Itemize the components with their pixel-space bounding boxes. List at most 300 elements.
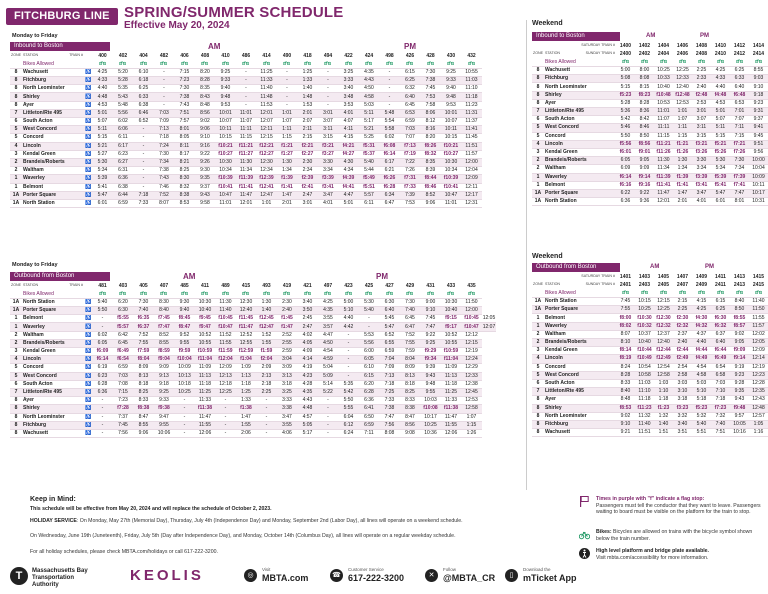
time-cell: f5:57	[113, 323, 134, 331]
time-cell: f9:47	[195, 323, 216, 331]
time-cell: -	[256, 421, 277, 429]
time-cell: 6:40	[711, 339, 730, 347]
time-cell: 7:25	[379, 388, 400, 396]
time-cell: 7:09	[379, 364, 400, 372]
time-cell: f12:49	[654, 355, 673, 363]
time-cell: 12:19	[461, 348, 482, 356]
social-icon: ✕	[425, 569, 438, 582]
time-cell: 11:37	[461, 118, 482, 126]
time-cell: 8:25	[400, 388, 421, 396]
time-cell: 6:36	[359, 397, 380, 405]
time-cell: 7:03	[400, 126, 421, 134]
time-cell: 7:46	[154, 183, 175, 191]
time-cell: 12:09	[749, 347, 768, 355]
time-cell: f1:41	[673, 181, 692, 189]
train-number: 415	[241, 282, 251, 289]
weekend-inbound-am: AM	[646, 33, 656, 39]
zone-cell: 8	[10, 397, 22, 405]
train-number: 481	[98, 282, 107, 289]
time-cell: 8:07	[154, 199, 175, 207]
time-cell: 1:05	[749, 420, 768, 428]
time-cell: 12:06	[195, 429, 216, 437]
table-row	[10, 348, 496, 356]
time-cell: 3:40	[297, 298, 318, 306]
time-cell: f8:59	[154, 348, 175, 356]
time-cell: f9:45	[195, 315, 216, 323]
time-cell: 5:41	[92, 183, 113, 191]
time-cell: -	[215, 405, 236, 413]
time-cell: 11:45	[461, 134, 482, 142]
time-cell: 12:55	[236, 339, 257, 347]
accessibility-icon: ♿	[85, 126, 92, 133]
bike-icon	[256, 290, 277, 298]
time-cell: 11:55	[215, 339, 236, 347]
train-number: 493	[262, 282, 271, 289]
station-name: West Concord	[22, 126, 84, 134]
time-cell: f6:44	[711, 347, 730, 355]
station-name: Fitchburg	[544, 75, 616, 83]
bike-icon	[711, 58, 730, 66]
time-cell: f1:26	[673, 148, 692, 156]
train-number: 490	[282, 52, 292, 59]
time-cell: 11:03	[635, 379, 654, 387]
station-name: Waverley	[22, 175, 84, 183]
time-cell: f8:02	[616, 322, 635, 330]
station-name: Concord	[22, 134, 84, 142]
time-cell: f6:28	[379, 183, 400, 191]
accessibility-icon: ♿	[85, 167, 92, 174]
time-cell: 10:40	[654, 83, 673, 91]
time-cell: 9:21	[616, 429, 635, 437]
time-cell: 12:53	[673, 99, 692, 107]
time-cell: 10:30	[441, 298, 462, 306]
time-cell: -	[338, 339, 359, 347]
time-cell: 9:06	[133, 429, 154, 437]
time-cell: -	[154, 101, 175, 109]
station-name: Waverley	[22, 323, 84, 331]
table-row	[532, 108, 768, 116]
train-number: 1408	[695, 42, 708, 49]
train-number: 400	[98, 52, 107, 59]
time-cell: -	[379, 77, 400, 85]
time-cell: 9:40	[174, 307, 195, 315]
time-cell: f1:21	[673, 140, 692, 148]
time-cell: f5:56	[616, 140, 635, 148]
header-spacer	[84, 282, 92, 290]
time-cell: -	[318, 405, 339, 413]
station-name: Kendal Green	[22, 150, 84, 158]
train-number: 426	[405, 52, 415, 59]
time-cell: 8:08	[379, 429, 400, 437]
station-header-label: STATION	[23, 283, 39, 288]
table-row	[10, 298, 496, 306]
time-cell: 6:42	[113, 331, 134, 339]
time-cell: 9:10	[420, 307, 441, 315]
time-cell: 3:55	[318, 315, 339, 323]
weekday-outbound-direction: Outbound from Boston	[10, 272, 110, 281]
time-cell: 7:45	[616, 298, 635, 306]
train-number: 425	[364, 282, 374, 289]
bike-icon	[441, 290, 462, 298]
time-cell: f7:33	[400, 183, 421, 191]
zone-cell: 1	[532, 314, 544, 322]
zone-cell: 5	[532, 363, 544, 371]
time-cell: -	[92, 429, 113, 437]
table-row	[532, 165, 768, 173]
bike-icon	[673, 58, 692, 66]
time-cell: 5:30	[711, 157, 730, 165]
bike-icon	[277, 60, 298, 68]
bike-icon	[297, 60, 318, 68]
table-row	[532, 189, 768, 197]
time-cell: 6:47	[400, 323, 421, 331]
time-cell: 9:10	[749, 83, 768, 91]
train-number: 1415	[752, 273, 765, 280]
time-cell: 11:57	[461, 150, 482, 158]
accessibility-icon: ♿	[85, 85, 92, 92]
zone-cell: 8	[10, 421, 22, 429]
time-cell: f6:49	[113, 348, 134, 356]
accessibility-icon: ♿	[85, 199, 92, 206]
time-cell: f6:14	[616, 173, 635, 181]
train-number: 423	[344, 282, 353, 289]
time-cell: 11:41	[461, 126, 482, 134]
time-cell: 11:51	[635, 429, 654, 437]
train-number: 489	[221, 282, 230, 289]
time-cell: f7:23	[711, 404, 730, 412]
time-cell: f6:49	[711, 355, 730, 363]
bike-icon	[318, 290, 339, 298]
zone-cell: 1A	[10, 199, 22, 207]
time-cell: 4:58	[692, 371, 711, 379]
zone-cell: 5	[532, 124, 544, 132]
table-row	[532, 116, 768, 124]
time-cell: 9:02	[616, 412, 635, 420]
station-name: South Acton	[544, 116, 616, 124]
zone-cell: 8	[532, 420, 544, 428]
time-cell: 7:07	[400, 134, 421, 142]
time-cell: 8:21	[174, 158, 195, 166]
bike-icon	[195, 60, 216, 68]
table-row	[532, 83, 768, 91]
time-cell: 1:55	[256, 339, 277, 347]
station-name: Belmont	[22, 183, 84, 191]
time-cell: 2:45	[297, 315, 318, 323]
time-cell: 4:35	[359, 68, 380, 76]
time-cell: -	[236, 68, 257, 76]
time-cell: 6:47	[379, 199, 400, 207]
line-badge: FITCHBURG LINE	[6, 8, 118, 25]
time-cell: 7:39	[400, 191, 421, 199]
time-cell: 12:15	[461, 339, 482, 347]
time-cell: 1:16	[749, 429, 768, 437]
train-number: 421	[303, 282, 312, 289]
table-row	[10, 388, 496, 396]
time-cell: 12:07	[256, 118, 277, 126]
time-cell: 5:35	[338, 380, 359, 388]
page-title: SPRING/SUMMER SCHEDULE	[124, 4, 344, 21]
time-cell: 5:21	[359, 126, 380, 134]
train-number: 404	[139, 52, 148, 59]
time-cell: 3:07	[692, 116, 711, 124]
zone-cell: 3	[10, 150, 22, 158]
station-name: Concord	[544, 132, 616, 140]
accessibility-icon: ♿	[85, 413, 92, 420]
weekday-inbound-am: AM	[208, 42, 221, 51]
time-cell: 2:47	[297, 191, 318, 199]
time-cell: 4:47	[338, 191, 359, 199]
station-name: North Station	[22, 199, 84, 207]
station-name: Ayer	[544, 396, 616, 404]
time-cell: 12:00	[461, 307, 482, 315]
time-cell: 8:28	[635, 99, 654, 107]
train-number: 1409	[695, 273, 708, 280]
zone-cell: 1	[10, 183, 22, 191]
time-cell: f3:39	[318, 175, 339, 183]
time-cell: 2:13	[256, 372, 277, 380]
time-cell: 2:15	[673, 298, 692, 306]
time-cell: 3:11	[692, 124, 711, 132]
time-cell: 10:09	[749, 173, 768, 181]
customer-service-phone[interactable]: 617-222-3200	[348, 573, 405, 583]
time-cell: 6:27	[113, 158, 134, 166]
time-cell: 8:36	[635, 108, 654, 116]
follow-handle[interactable]: @MBTA_CR	[443, 573, 496, 583]
train-number: 1412	[733, 42, 746, 49]
train-number: 424	[364, 52, 374, 59]
time-cell: 8:40	[154, 307, 175, 315]
time-cell: 6:10	[359, 364, 380, 372]
time-cell: 9:05	[635, 157, 654, 165]
table-row	[532, 132, 768, 140]
time-cell: 12:18	[215, 380, 236, 388]
time-cell: f8:53	[616, 404, 635, 412]
schedule-table-outbound	[10, 282, 496, 438]
time-cell: f11:04	[195, 356, 216, 364]
time-cell: 7:43	[174, 101, 195, 109]
time-cell: 9:09	[154, 364, 175, 372]
time-cell: -	[256, 397, 277, 405]
table-row	[10, 85, 482, 93]
time-cell: f10:04	[174, 356, 195, 364]
zone-cell: 7	[532, 108, 544, 116]
time-cell: 8:33	[400, 397, 421, 405]
time-cell: -	[154, 93, 175, 101]
time-cell: -	[174, 397, 195, 405]
zone-cell: 8	[10, 405, 22, 413]
time-cell: 6:45	[400, 315, 421, 323]
time-cell: 7:30	[154, 150, 175, 158]
time-cell: 9:37	[749, 116, 768, 124]
bikes-zone-cell	[532, 58, 544, 66]
time-cell: 12:40	[654, 339, 673, 347]
app-link[interactable]: mTicket App	[523, 573, 577, 583]
time-cell: 1:10	[654, 388, 673, 396]
time-cell: f11:27	[236, 150, 257, 158]
time-cell: 7:55	[133, 339, 154, 347]
table-row	[10, 77, 482, 85]
time-cell: 7:15	[113, 388, 134, 396]
station-name: Shirley	[22, 93, 84, 101]
time-cell: 3:10	[673, 388, 692, 396]
train-number: 485	[180, 282, 189, 289]
time-cell: 12:35	[749, 388, 768, 396]
table-row	[532, 322, 768, 330]
time-cell: 1:47	[673, 189, 692, 197]
table-row	[10, 323, 496, 331]
time-cell: f2:32	[673, 322, 692, 330]
train-number: 405	[139, 282, 148, 289]
time-cell: 4:07	[338, 118, 359, 126]
time-cell: 2:09	[256, 364, 277, 372]
bikes-zone-cell	[10, 60, 22, 68]
accessibility-icon: ♿	[85, 298, 92, 305]
zone-cell: 4	[10, 356, 22, 364]
time-cell: 10:30	[195, 298, 216, 306]
train-number: 2415	[752, 281, 765, 288]
time-cell: 9:06	[420, 199, 441, 207]
time-cell: -	[154, 68, 175, 76]
time-cell: f9:34	[420, 356, 441, 364]
time-cell: 11:13	[441, 372, 462, 380]
accessibility-icon: ♿	[85, 118, 92, 125]
train-number: 422	[344, 52, 353, 59]
station-header	[22, 282, 84, 290]
time-cell: 2:34	[297, 167, 318, 175]
weekday-label-2: Monday to Friday	[12, 262, 58, 268]
train-number: 429	[405, 282, 415, 289]
time-cell: 7:09	[154, 118, 175, 126]
time-cell: f8:55	[730, 314, 749, 322]
time-cell: 6:59	[379, 348, 400, 356]
train-header-label: TRAIN #	[69, 283, 83, 288]
time-cell: 8:06	[420, 109, 441, 117]
time-cell: f2:21	[297, 142, 318, 150]
train-number: 2400	[619, 50, 632, 57]
time-cell: 3:01	[297, 199, 318, 207]
time-cell: 5:57	[359, 191, 380, 199]
legend-bikes	[596, 529, 764, 542]
accessibility-icon: ♿	[85, 323, 92, 330]
time-cell: 2:55	[277, 339, 298, 347]
train-header-label: TRAIN #	[69, 53, 83, 58]
train-number: 414	[262, 52, 271, 59]
time-cell: 3:30	[692, 157, 711, 165]
time-cell: 8:25	[174, 167, 195, 175]
zone-cell: 6	[10, 118, 22, 126]
time-cell: 7:01	[730, 108, 749, 116]
time-cell: 9:57	[730, 412, 749, 420]
time-cell: 10:16	[730, 429, 749, 437]
time-cell: 6:11	[359, 199, 380, 207]
time-cell: f1:23	[654, 404, 673, 412]
time-cell: f7:19	[400, 150, 421, 158]
bike-icon	[318, 60, 339, 68]
station-name: Shirley	[544, 91, 616, 99]
time-cell: 6:59	[400, 118, 421, 126]
time-cell: 4:15	[692, 298, 711, 306]
time-cell: 8:55	[749, 67, 768, 75]
bike-icon	[92, 60, 113, 68]
time-cell: 12:48	[749, 404, 768, 412]
time-cell: 6:12	[338, 421, 359, 429]
zone-cell: 3	[532, 148, 544, 156]
time-cell: 9:22	[420, 331, 441, 339]
zone-cell: 1	[10, 323, 22, 331]
footer-holiday-check: For all holiday schedules, please check MBTA.com/holidays or call 617-222-3200.	[30, 549, 218, 555]
time-cell: 9:10	[195, 134, 216, 142]
time-cell: f10:45	[215, 315, 236, 323]
time-cell: 6:01	[92, 199, 113, 207]
time-cell: -	[174, 413, 195, 421]
time-cell: 10:55	[461, 68, 482, 76]
time-cell: f10:45	[461, 315, 482, 323]
time-cell: f5:41	[711, 181, 730, 189]
time-cell: 1:18	[236, 380, 257, 388]
legend-flag-text: Passengers must tell the conductor that they want to leave. Passengers waiting to board must be visible on the platform for the train to stop.	[596, 502, 761, 515]
time-cell: 1:15	[277, 134, 298, 142]
station-name: Lincoln	[544, 355, 616, 363]
time-cell: -	[277, 68, 298, 76]
time-cell: f11:45	[236, 315, 257, 323]
accessibility-icon: ♿	[85, 364, 92, 371]
time-cell: 12:07	[482, 323, 496, 330]
time-cell: 3:15	[692, 132, 711, 140]
time-cell: f10:47	[461, 323, 482, 331]
time-cell: -	[215, 413, 236, 421]
time-cell: -	[318, 397, 339, 405]
zone-cell: 5	[10, 134, 22, 142]
time-cell: -	[154, 77, 175, 85]
time-cell: 6:46	[133, 109, 154, 117]
time-cell: f8:46	[420, 183, 441, 191]
time-cell: 8:40	[730, 298, 749, 306]
zone-cell: 8	[532, 404, 544, 412]
time-cell: 11:25	[441, 388, 462, 396]
table-row	[10, 315, 496, 323]
time-cell: 1:52	[256, 331, 277, 339]
zone-cell: 1A	[532, 298, 544, 306]
zone-cell: 3	[10, 348, 22, 356]
bike-icon	[461, 60, 482, 68]
time-cell: 6:20	[113, 298, 134, 306]
time-cell: 9:23	[749, 99, 768, 107]
time-cell: f1:39	[277, 175, 298, 183]
customer-service-label: Customer Service	[348, 567, 384, 572]
table-row	[532, 298, 768, 306]
visit-link[interactable]: MBTA.com	[262, 573, 309, 583]
time-cell: 7:23	[174, 77, 195, 85]
time-cell: 9:06	[195, 126, 216, 134]
time-cell: 6:52	[133, 118, 154, 126]
schedule-table-inbound	[10, 52, 482, 208]
time-cell: 8:47	[133, 413, 154, 421]
time-cell: 5:50	[616, 132, 635, 140]
time-cell: 9:43	[420, 372, 441, 380]
time-cell: f3:39	[692, 173, 711, 181]
table-row	[10, 405, 496, 413]
time-cell: 12:11	[256, 126, 277, 134]
train-number: 1405	[657, 273, 670, 280]
time-cell: f12:32	[654, 322, 673, 330]
time-cell: 11:47	[441, 413, 462, 421]
time-cell: 12:40	[673, 83, 692, 91]
time-cell: 5:28	[616, 99, 635, 107]
time-cell: f6:08	[379, 142, 400, 150]
train-number: 2407	[676, 281, 689, 288]
time-cell: 5:17	[297, 429, 318, 437]
time-cell: f12:45	[256, 315, 277, 323]
